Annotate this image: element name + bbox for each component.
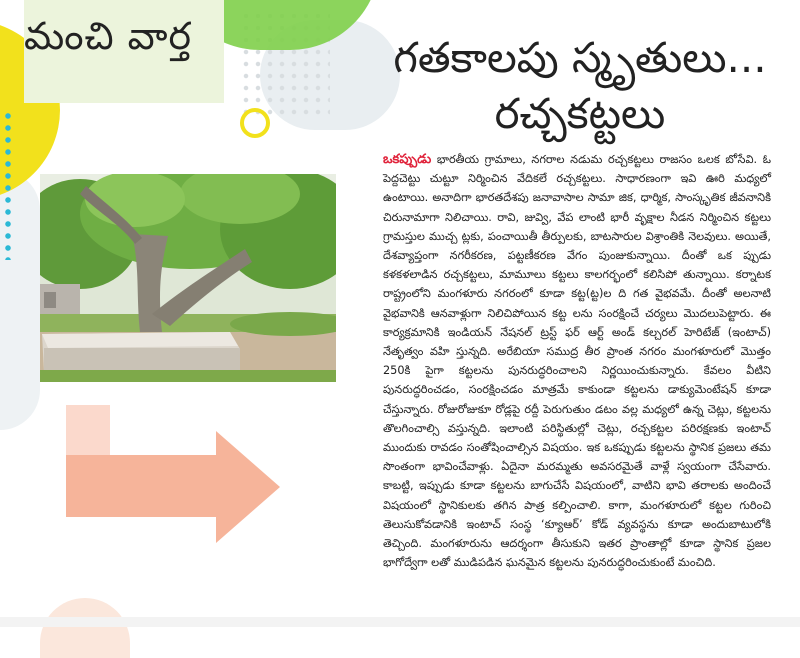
- headline-line-2: రచ్చకట్టలు: [494, 89, 666, 138]
- headline-line-1: గతకాలపు స్మృతులు...: [393, 33, 767, 82]
- article-text: భారతీయ గ్రామాలు, నగరాల నడుమ రచ్చకట్టలు రాజసం ఒలక బోసేవి. ఓ పెద్దచెట్టు చుట్టూ నిర్మించిన వేదికలే రచ్చకట్టలు. సాధారణంగా ఇవి ఊరి మధ్యలో ఉంటాయి. అనాదిగా భారతదేశపు జనావాసాల సామా జిక, ధార్మిక, సాంస్కృతిక జీవనానికి చిరునామాగా నిలిచాయి. రావి, జువ్వి, వేప లాంటి భారీ వృక్షాల నీడన నిర్మించిన కట్టలు గ్రామస్తుల ముచ్చ ట్లకు, పంచాయితీ తీర్పులకు, బాటసారుల విశ్రాంతికి నెలవులు. అయితే, దేశవ్యాప్తంగా నగరీకరణ, పట్టణీకరణ వేగం పుంజుకున్నాయి. దీంతో ఒక ప్పుడు కళకళలాడిన రచ్చకట్టలు, మామూలు కట్టలు కాలగర్భంలో కలిసిపో తున్నాయి. కర్నాటక రాష్ట్రంలోని మంగళూరు నగరంలో కూడా కట్ట(ట్ట)ల ది గత వైభవమే. దీంతో అలనాటి వైభవానికి ఆనవాళ్లుగా నిలిచిపోయిన కట్ట లను సంరక్షించే చర్యలు మొదలుపెట్టారు. ఈ కార్యక్రమానికి ఇండియన్ నేషనల్ ట్రస్ట్ ఫర్ ఆర్ట్ అండ్ కల్చరల్ హెరిటేజ్ (ఇంటాచ్) నేతృత్వం వహి స్తున్నది. అరేబియా సముద్ర తీర ప్రాంత నగరం మంగళూరులో మొత్తం 250కి పైగా కట్టలను పునరుద్ధరించాలని నిర్ణయించుకున్నారు. కేవలం వీటిని పునరుద్ధరించడం, సంరక్షించడం మాత్రమే కాకుండా కట్టలను డాక్యుమెంటేషన్ కూడా చేస్తున్నారు. రోజురోజుకూ రోడ్లపై రద్దీ పెరుగుతుం డటం వల్ల మధ్యలో ఉన్న చెట్లు, కట్టలను తొలగించాల్సి వస్తున్నది. ఇలాంటి పరిస్థితుల్లో చెట్లు, రచ్చకట్టల పరిరక్షణకు ఇంటాచ్ ముందుకు రావడం సంతోషించాల్సిన విషయం. ఇక ఒకప్పుడు కట్టలను స్థానిక ప్రజలు తమ సొంతంగా భావించేవాళ్లు. ఏదైనా మరమ్మతు అవసరమైతే వాళ్లే స్వయంగా చేసేవారు. కాబట్టి, ఇప్పుడు కూడా కట్టలను బాగుచేసే విషయంలో, వాటిని భావి తరాలకు అందించే విషయంలో స్థానికులకు తగిన పాత్ర కల్పించాలి. కాగా, మంగళూరులో కట్టల గురించి తెలుసుకోవడానికి ఇంటాచ్ సంస్థ ‘క్యూఆర్’ కోడ్ వ్యవస్థను కూడా అందుబాటులోకి తెచ్చింది. మంగళూరును ఆదర్శంగా తీసుకుని ఇతర ప్రాంతాల్లో కూడా స్థానిక ప్రజల భాగోద్వేగా లతో ముడిపడిన ఘనమైన కట్టలను పునరుద్ధరించుకుంటే మంచిది.: [383, 153, 771, 570]
- decorative-yellow-ring: [240, 108, 270, 138]
- article-photo: [40, 174, 336, 382]
- section-title: మంచి వార్త: [24, 14, 193, 58]
- article-headline: [380, 30, 780, 142]
- article-body: [383, 150, 771, 572]
- decorative-cyan-dots: [2, 110, 14, 260]
- article-lead-word: ఒకప్పుడు: [383, 152, 432, 167]
- decorative-arrow: [66, 405, 280, 545]
- bottom-strip: [0, 617, 800, 627]
- tree-platform-illustration: [40, 174, 336, 382]
- decorative-peach-shape: [40, 598, 130, 658]
